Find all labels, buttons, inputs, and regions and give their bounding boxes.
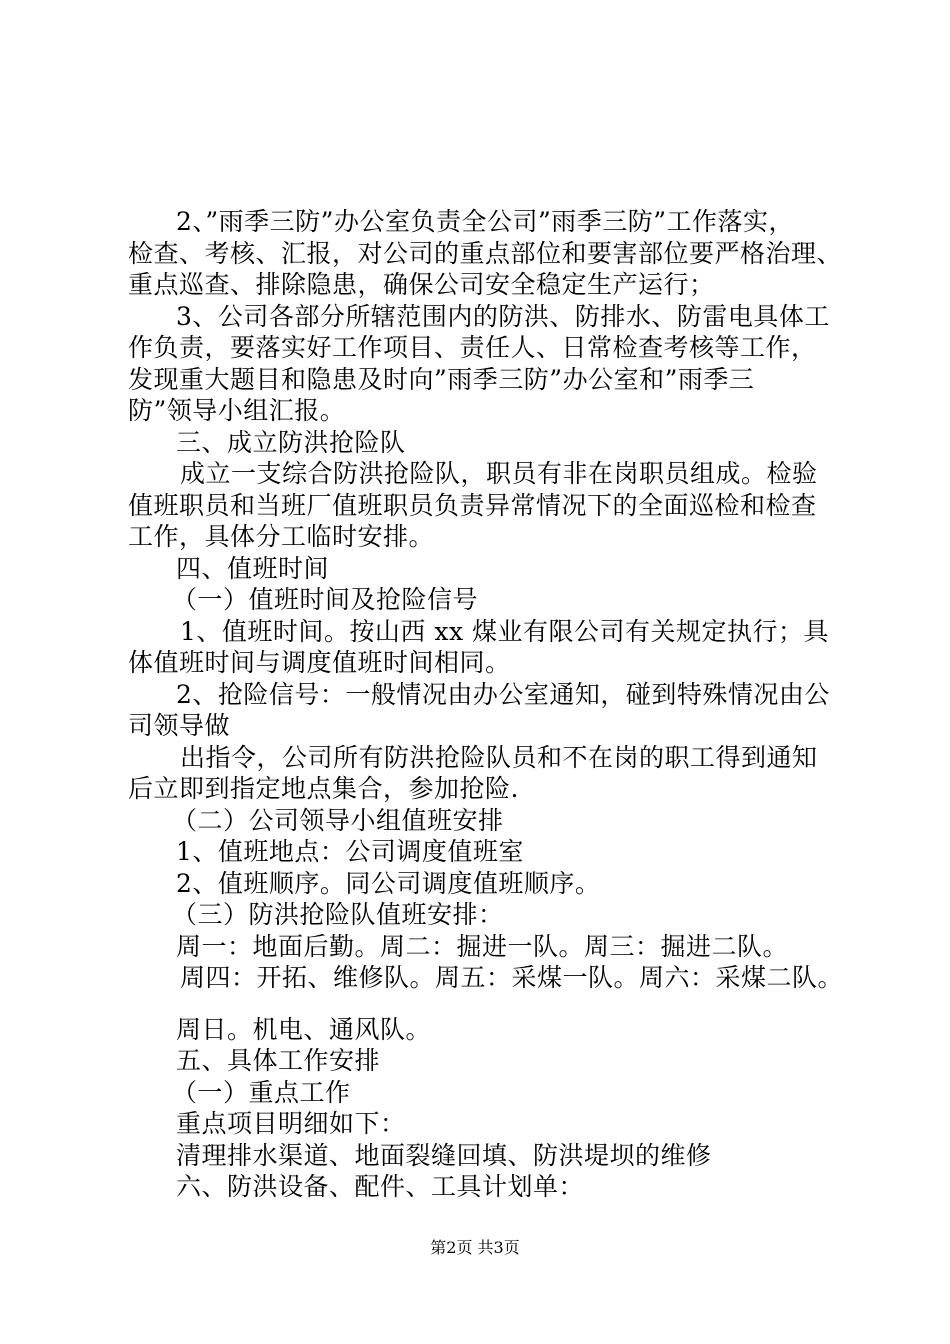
paragraph-line: 2、值班顺序。同公司调度值班顺序。 bbox=[176, 869, 601, 898]
section-heading: 五、具体工作安排 bbox=[176, 1046, 381, 1075]
paragraph-line: 防”领导小组汇报。 bbox=[128, 396, 346, 425]
paragraph-line: 周四：开拓、维修队。周五：采煤一队。周六：采煤二队。 bbox=[180, 963, 844, 992]
subsection-heading: （三）防洪抢险队值班安排： bbox=[172, 900, 504, 929]
paragraph-line: 2、”雨季三防”办公室负责全公司”雨季三防”工作落实， bbox=[176, 207, 795, 236]
paragraph-line: 发现重大题目和隐患及时向”雨季三防”办公室和”雨季三 bbox=[128, 365, 755, 394]
paragraph-line: 清理排水渠道、地面裂缝回填、防洪堤坝的维修 bbox=[176, 1141, 712, 1170]
paragraph-line: 重点巡查、排除隐患，确保公司安全稳定生产运行； bbox=[128, 270, 715, 299]
paragraph-line: 成立一支综合防洪抢险队，职员有非在岗职员组成。检验 bbox=[180, 459, 818, 488]
paragraph-line: 周一：地面后勤。周二：掘进一队。周三：掘进二队。 bbox=[176, 932, 789, 961]
page-footer: 第2页 共3页 bbox=[430, 1238, 520, 1257]
paragraph-line: 工作，具体分工临时安排。 bbox=[128, 522, 435, 551]
paragraph-line: 检查、考核、汇报，对公司的重点部位和要害部位要严格治理、 bbox=[128, 239, 843, 268]
paragraph-line: 2、抢险信号：一般情况由办公室通知，碰到特殊情况由公 bbox=[176, 680, 830, 709]
paragraph-line: 重点项目明细如下： bbox=[176, 1109, 406, 1138]
section-heading: 四、值班时间 bbox=[176, 554, 330, 583]
paragraph-line: 3、公司各部分所辖范围内的防洪、防排水、防雷电具体工 bbox=[176, 302, 830, 331]
paragraph-line: 值班职员和当班厂值班职员负责异常情况下的全面巡检和检查 bbox=[128, 491, 817, 520]
subsection-heading: （一）值班时间及抢险信号 bbox=[172, 585, 479, 614]
paragraph-line: 体值班时间与调度值班时间相同。 bbox=[128, 648, 511, 677]
paragraph-line: 1、值班时间。按山西 xx 煤业有限公司有关规定执行；具 bbox=[180, 617, 829, 646]
subsection-heading: （一）重点工作 bbox=[172, 1078, 351, 1107]
section-heading: 三、成立防洪抢险队 bbox=[176, 428, 406, 457]
section-heading: 六、防洪设备、配件、工具计划单： bbox=[176, 1172, 585, 1201]
paragraph-line: 后立即到指定地点集合，参加抢险. bbox=[128, 774, 519, 803]
subsection-heading: （二）公司领导小组值班安排 bbox=[172, 806, 504, 835]
paragraph-line: 1、值班地点：公司调度值班室 bbox=[176, 837, 524, 866]
paragraph-line: 出指令，公司所有防洪抢险队员和不在岗的职工得到通知 bbox=[180, 743, 818, 772]
paragraph-line: 作负责，要落实好工作项目、责任人、日常检查考核等工作， bbox=[128, 333, 817, 362]
paragraph-line: 周日。机电、通风队。 bbox=[176, 1015, 432, 1044]
paragraph-line: 司领导做 bbox=[128, 711, 231, 740]
